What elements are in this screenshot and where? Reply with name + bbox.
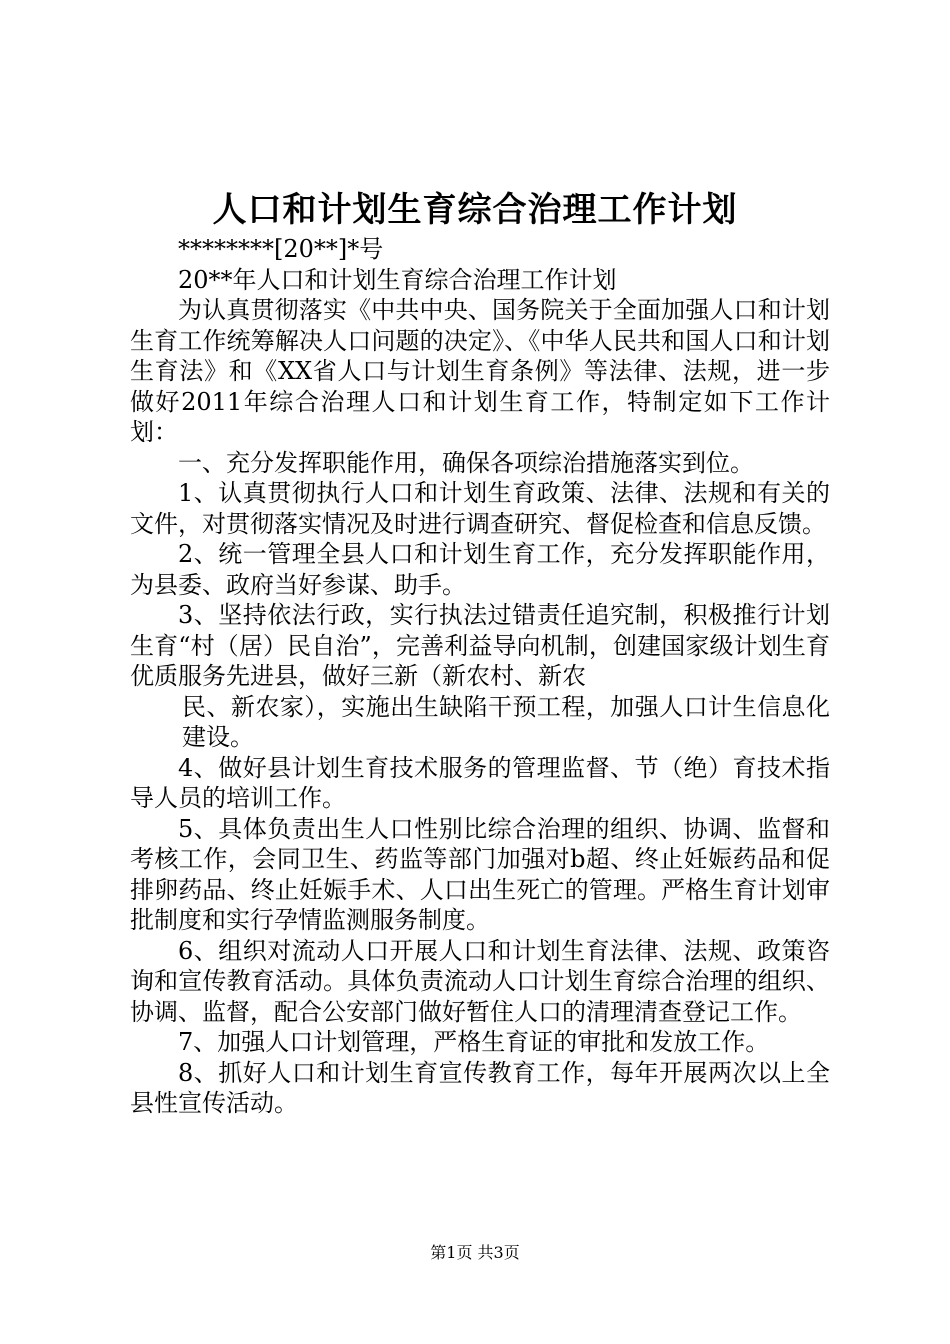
paragraph-item-5: 5、具体负责出生人口性别比综合治理的组织、协调、监督和考核工作，会同卫生、药监等部门加强对b超、终止妊娠药品和促排卵药品、终止妊娠手术、人口出生死亡的管理。严格生育计划审批制度和实行孕情监测服务制度。 xyxy=(130,814,830,934)
document-number: ********[20**]*号 xyxy=(178,235,384,263)
document-subtitle: 20**年人口和计划生育综合治理工作计划 xyxy=(178,265,617,294)
document-body xyxy=(130,234,830,1119)
page-footer: 第1页 共3页 xyxy=(430,1243,520,1262)
paragraph-item-3-continued: 民、新农家），实施出生缺陷干预工程，加强人口计生信息化建设。 xyxy=(182,692,830,751)
paragraph-intro: 为认真贯彻落实《中共中央、国务院关于全面加强人口和计划生育工作统筹解决人口问题的决定》、《中华人民共和国人口和计划生育法》和《XX省人口与计划生育条例》等法律、法规，进一步做好2011年综合治理人口和计划生育工作，特制定如下工作计划： xyxy=(130,296,830,446)
paragraph-item-1: 1、认真贯彻执行人口和计划生育政策、法律、法规和有关的文件，对贯彻落实情况及时进行调查研究、督促检查和信息反馈。 xyxy=(130,479,830,538)
document-title: 人口和计划生育综合治理工作计划 xyxy=(212,190,738,230)
paragraph-item-7: 7、加强人口计划管理，严格生育证的审批和发放工作。 xyxy=(178,1028,770,1056)
paragraph-item-8: 8、抓好人口和计划生育宣传教育工作，每年开展两次以上全县性宣传活动。 xyxy=(130,1058,830,1117)
paragraph-item-2: 2、统一管理全县人口和计划生育工作，充分发挥职能作用，为县委、政府当好参谋、助手。 xyxy=(130,540,830,599)
paragraph-item-6: 6、组织对流动人口开展人口和计划生育法律、法规、政策咨询和宣传教育活动。具体负责流动人口计划生育综合治理的组织、协调、监督，配合公安部门做好暂住人口的清理清查登记工作。 xyxy=(130,936,830,1026)
paragraph-item-4: 4、做好县计划生育技术服务的管理监督、节（绝）育技术指导人员的培训工作。 xyxy=(130,753,830,812)
paragraph-item-3: 3、坚持依法行政，实行执法过错责任追究制，积极推行计划生育“村（居）民自治”，完善利益导向机制，创建国家级计划生育优质服务先进县，做好三新（新农村、新农 xyxy=(130,601,830,690)
section-heading-1: 一、充分发挥职能作用，确保各项综治措施落实到位。 xyxy=(178,448,754,477)
